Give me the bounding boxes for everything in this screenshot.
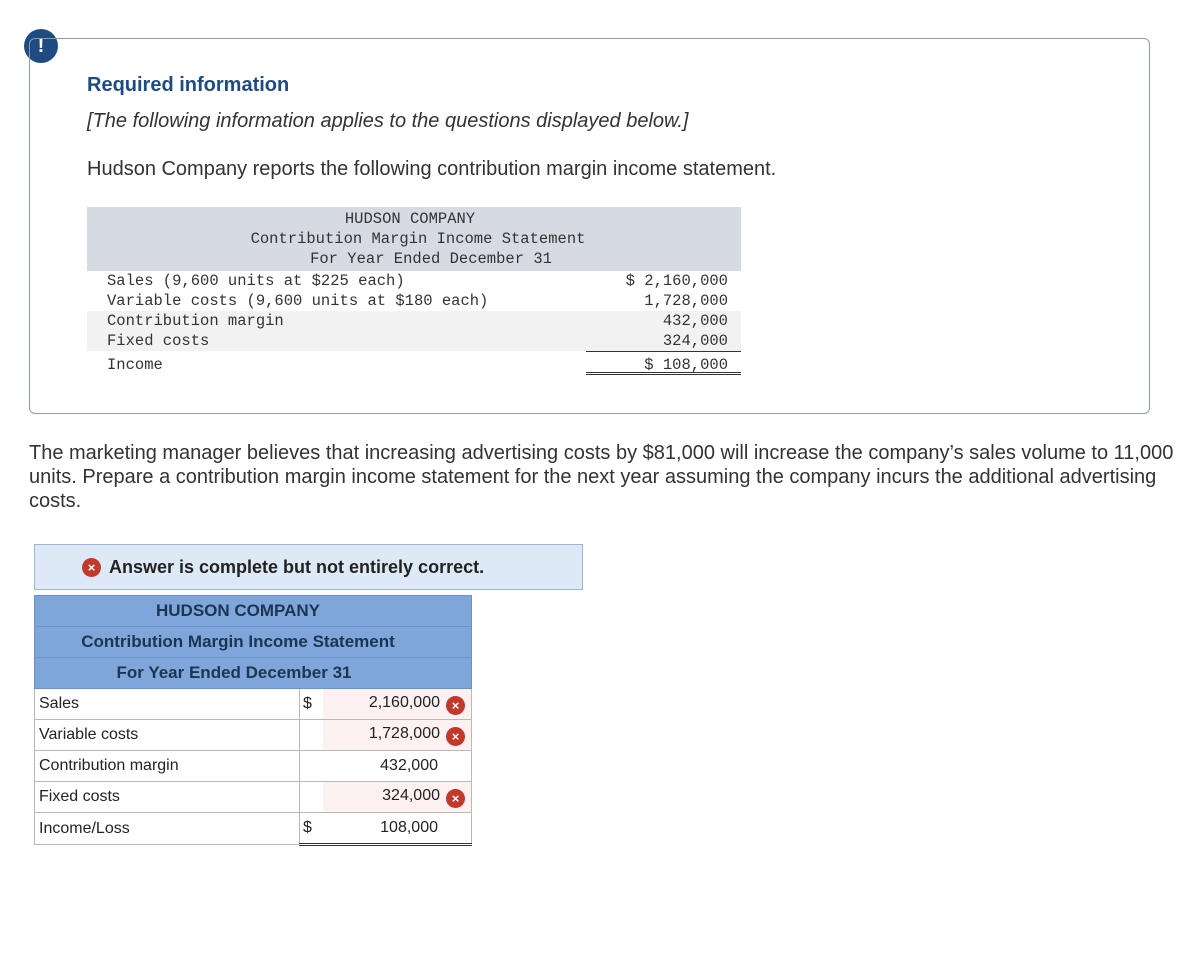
alert-icon: ! [24, 29, 58, 63]
original-company-name: HUDSON COMPANY [344, 210, 476, 228]
original-row-label: Contribution margin [107, 312, 284, 330]
answer-statement-period: For Year Ended December 31 [116, 663, 352, 682]
original-statement-header [87, 207, 741, 271]
incorrect-icon: × [446, 696, 465, 715]
original-row-amount: $ 2,160,000 [625, 272, 728, 290]
original-row-label: Variable costs (9,600 units at $180 each) [107, 292, 489, 310]
answer-row-currency [300, 720, 324, 751]
answer-status-banner [34, 544, 583, 590]
answer-row-sales [35, 689, 472, 720]
answer-row-value: 432,000 [380, 757, 438, 774]
answer-row-value: 2,160,000 [368, 693, 440, 711]
answer-row-fixed-costs [35, 782, 472, 813]
original-row-income [87, 351, 741, 379]
answer-header-row [35, 658, 472, 689]
answer-row-label: Contribution margin [35, 751, 300, 782]
answer-row-currency [300, 782, 324, 813]
answer-row-label: Income/Loss [35, 813, 300, 845]
answer-input-variable-costs[interactable] [323, 720, 472, 751]
answer-row-label: Fixed costs [35, 782, 300, 813]
required-information-intro: Hudson Company reports the following contribution margin income statement. [87, 158, 777, 180]
answer-status-text: Answer is complete but not entirely correct. [109, 556, 485, 577]
original-row-contribution-margin [87, 311, 741, 331]
answer-row-currency [300, 751, 324, 782]
incorrect-icon: × [446, 727, 465, 746]
original-income-statement [87, 207, 741, 379]
answer-income-statement [34, 595, 472, 846]
original-row-variable-costs [87, 291, 741, 311]
incorrect-icon: × [82, 558, 101, 577]
original-row-amount: $ 108,000 [586, 351, 741, 375]
question-text: The marketing manager believes that increasing advertising costs by $81,000 will increase the company’s sales volume to 11,000 units. Prepare a contribution margin income statement for the next year assuming the company incurs the additional advertising costs. [29, 442, 1174, 512]
answer-value-income-loss [323, 813, 472, 845]
answer-row-income-loss [35, 813, 472, 845]
answer-input-fixed-costs[interactable] [323, 782, 472, 813]
original-statement-period: For Year Ended December 31 [310, 250, 552, 268]
incorrect-icon: × [446, 789, 465, 808]
answer-row-label: Sales [35, 689, 300, 720]
answer-row-currency: $ [300, 813, 324, 845]
required-information-panel [29, 38, 1150, 414]
answer-row-value: 1,728,000 [368, 724, 440, 742]
answer-statement-title: Contribution Margin Income Statement [81, 632, 395, 651]
answer-row-label: Variable costs [35, 720, 300, 751]
original-statement-title: Contribution Margin Income Statement [250, 230, 586, 248]
answer-header-row [35, 596, 472, 627]
answer-header-row [35, 627, 472, 658]
answer-row-currency: $ [300, 689, 324, 720]
answer-row-contribution-margin [35, 751, 472, 782]
original-row-sales [87, 271, 741, 291]
original-row-label: Income [107, 356, 163, 374]
required-information-title: Required information [87, 74, 290, 96]
answer-value-contribution-margin [323, 751, 472, 782]
answer-row-value: 108,000 [380, 819, 438, 836]
answer-input-sales[interactable] [323, 689, 472, 720]
required-information-note: [The following information applies to the questions displayed below.] [87, 110, 689, 132]
original-row-amount: 1,728,000 [586, 291, 741, 312]
answer-row-variable-costs [35, 720, 472, 751]
answer-company-name: HUDSON COMPANY [155, 601, 321, 620]
original-row-label: Fixed costs [107, 332, 210, 350]
original-row-amount: 432,000 [662, 312, 728, 330]
original-row-amount: 324,000 [586, 331, 741, 352]
answer-row-value: 324,000 [382, 786, 440, 804]
original-row-label: Sales (9,600 units at $225 each) [107, 272, 405, 290]
original-row-fixed-costs [87, 331, 741, 351]
